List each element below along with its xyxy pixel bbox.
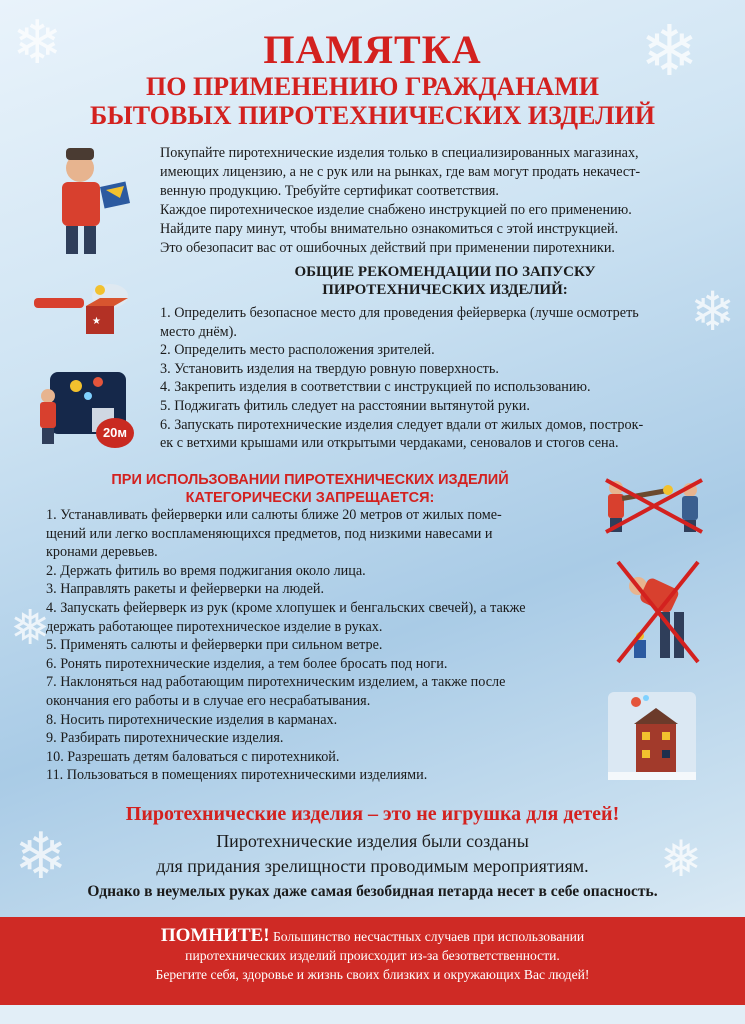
list-item: 9. Разбирать пиротехнические изделия. [46, 730, 284, 747]
list-item: 3. Направлять ракеты и фейерверки на людей. [46, 581, 325, 598]
snowflake-icon: ❄ [14, 820, 68, 894]
remember-line-2: пиротехнических изделий происходит из-за безответственности. [185, 948, 560, 963]
prohibitions-list [46, 506, 606, 785]
slogan: Пиротехнические изделия – это не игрушка для детей! [125, 803, 620, 825]
intro-paragraph [160, 144, 730, 258]
list-item: 2. Определить место расположения зрителей. [160, 342, 435, 359]
list-item: 5. Поджигать фитиль следует на расстоянии вытянутой руки. [160, 397, 530, 414]
snowflake-icon: ❅ [10, 600, 51, 656]
list-item: 2. Держать фитиль во время поджигания около лица. [46, 562, 366, 579]
list-item: 6. Запускать пиротехнические изделия следует вдали от жилых домов, построк- [160, 416, 644, 433]
intro-line: Каждое пиротехническое изделие снабжено инструкцией по его применению. [160, 202, 632, 218]
intro-line: имеющих лицензию, а не с рук или на рынках, где вам могут продать некачест- [160, 164, 641, 180]
subtext-line: для придания зрелищности проводимым мероприятиям. [156, 856, 589, 876]
intro-line: венную продукцию. Требуйте сертификат соответствия. [160, 183, 499, 199]
page-subtitle-line-2: БЫТОВЫХ ПИРОТЕХНИЧЕСКИХ ИЗДЕЛИЙ [89, 101, 656, 130]
snowflake-icon: ❄ [690, 280, 736, 343]
remember-line-3: Берегите себя, здоровье и жизнь своих близких и окружающих Вас людей! [155, 967, 590, 982]
intro-line: Это обезопасит вас от ошибочных действий при применении пиротехники. [160, 240, 615, 256]
recommendations-heading-line: ОБЩИЕ РЕКОМЕНДАЦИИ ПО ЗАПУСКУ [294, 264, 596, 280]
list-item: держать работающее пиротехническое изделие в руках. [46, 618, 383, 635]
prohibitions-heading-line: ПРИ ИСПОЛЬЗОВАНИИ ПИРОТЕХНИЧЕСКИХ ИЗДЕЛИЙ [111, 472, 509, 488]
recommendations-heading-line: ПИРОТЕХНИЧЕСКИХ ИЗДЕЛИЙ: [322, 282, 568, 298]
list-item: щений или легко воспламеняющихся предметов, под низкими навесами и [46, 525, 493, 542]
snowflake-icon: ❅ [660, 830, 702, 888]
snowflake-icon: ❄ [12, 8, 63, 78]
list-item: 10. Разрешать детям баловаться с пиротехникой. [46, 748, 340, 765]
burning-house-illustration [606, 690, 698, 782]
list-item: кронами деревьев. [46, 544, 158, 561]
page-title: ПАМЯТКА [263, 27, 482, 72]
list-item: ек с ветхими крышами или открытыми чердаками, сеновалов и стогов сена. [160, 435, 619, 452]
recommendations-list [160, 304, 735, 453]
list-item: 3. Установить изделия на твердую ровную поверхность. [160, 360, 499, 377]
list-item: 1. Устанавливать фейерверки или салюты ближе 20 метров от жилых поме- [46, 507, 502, 523]
snowflake-icon: ❄ [640, 10, 699, 92]
page-subtitle-line-1: ПО ПРИМЕНЕНИЮ ГРАЖДАНАМИ [146, 72, 599, 101]
intro-line: Найдите пару минут, чтобы внимательно ознакомиться с этой инструкцией. [160, 221, 619, 237]
list-item: 7. Наклоняться над работающим пиротехническим изделием, а также после [46, 674, 506, 691]
bottom-strip [0, 1005, 745, 1024]
remember-line-1 [0, 926, 745, 946]
buyer-illustration [40, 140, 150, 260]
list-item: 4. Запускать фейерверк из рук (кроме хлопушек и бенгальских свечей), а также [46, 599, 526, 616]
remember-text: Большинство несчастных случаев при использовании [272, 929, 585, 944]
svg-text:★: ★ [92, 316, 101, 327]
leaning-over-firework-prohibited-illustration [612, 556, 704, 668]
list-item: место днём). [160, 323, 237, 340]
list-item: окончания его работы и в случае его несрабатывания. [46, 692, 371, 709]
distance-badge-text: 20м [102, 425, 128, 440]
prohibitions-heading [40, 471, 580, 507]
list-item: 1. Определить безопасное место для проведения фейерверка (лучше осмотреть [160, 305, 639, 321]
list-item: 11. Пользоваться в помещениях пиротехническими изделиями. [46, 767, 428, 784]
aiming-at-people-prohibited-illustration [602, 476, 706, 536]
distance-badge [96, 418, 134, 448]
list-item: 4. Закрепить изделия в соответствии с инструкцией по использованию. [160, 379, 591, 396]
recommendations-heading [160, 263, 730, 299]
subtext-line: Пиротехнические изделия были созданы [216, 831, 529, 851]
remember-label: ПОМНИТЕ! [160, 925, 270, 946]
list-item: 5. Применять салюты и фейерверки при сильном ветре. [46, 637, 383, 654]
warning-text: Однако в неумелых руках даже самая безобидная петарда несет в себе опасность. [87, 883, 658, 900]
list-item: 8. Носить пиротехнические изделия в карманах. [46, 711, 338, 728]
list-item: 6. Ронять пиротехнические изделия, а тем более бросать под ноги. [46, 655, 448, 672]
remember-banner [0, 917, 745, 1005]
intro-line: Покупайте пиротехнические изделия только в специализированных магазинах, [160, 145, 639, 161]
prohibitions-heading-line: КАТЕГОРИЧЕСКИ ЗАПРЕЩАЕТСЯ: [185, 490, 435, 506]
firework-box-illustration [30, 276, 130, 342]
